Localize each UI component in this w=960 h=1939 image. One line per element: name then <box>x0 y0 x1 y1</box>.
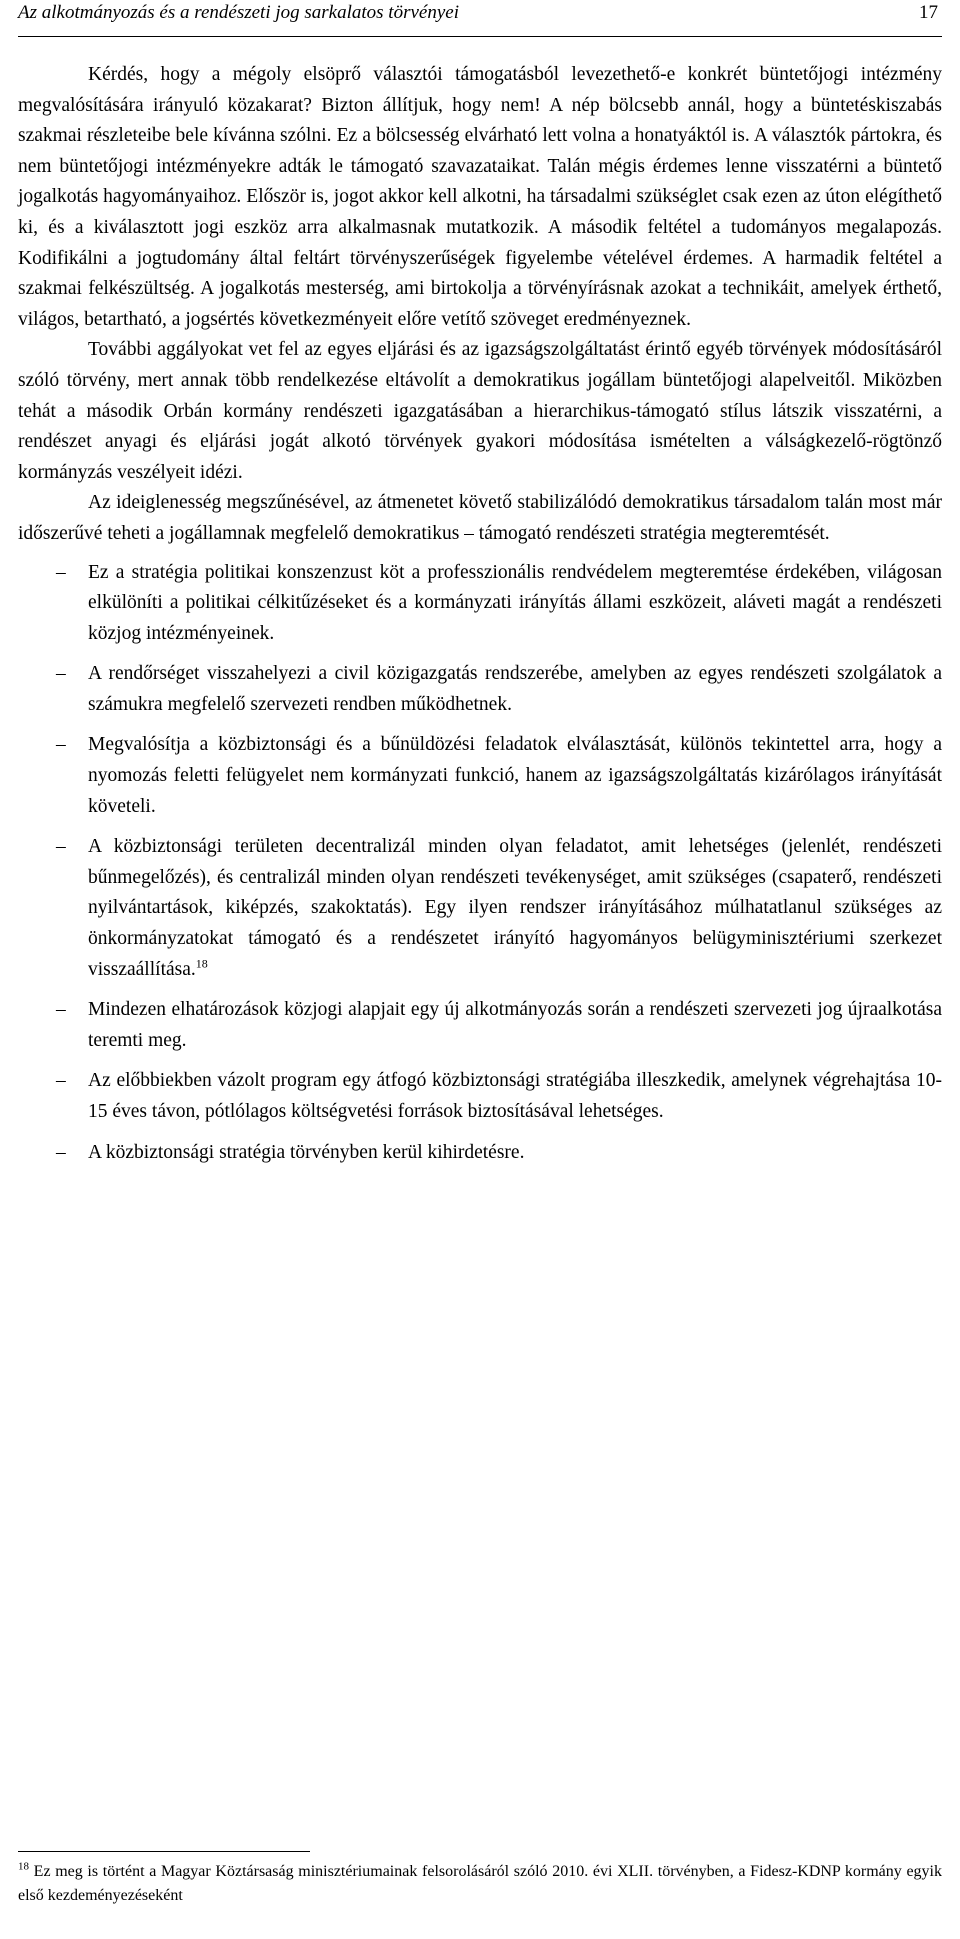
dash-bullet: – <box>56 734 66 756</box>
footnote <box>18 1860 942 1908</box>
footnote-text: Ez meg is történt a Magyar Köztársaság minisztériumainak felsorolásáról szóló 2010. évi XLII. törvényben, a Fidesz-KDNP kormány egyik első kezdeményezéseként <box>18 1863 943 1904</box>
list-item <box>18 832 942 985</box>
footnote-number: 18 <box>18 1860 29 1873</box>
list-item <box>18 730 942 822</box>
list-item-text: Megvalósítja a közbiztonsági és a bűnüldözési feladatok elválasztását, különös tekintettel arra, hogy a nyomozás feletti felügyelet nem kormányzati funkció, hanem az igazságszolgáltatás kizárólagos irányítását követeli. <box>88 734 942 817</box>
list-item-text: A közbiztonsági területen decentralizál minden olyan feladatot, amit lehetséges (jelenlét, rendészeti bűnmegelőzés), és centralizál minden olyan rendészeti tevékenységet, amit szükséges (csapaterő, rendészeti nyilvántartások, kiképzés, szakoktatás). Egy ilyen rendszer irányításához múlhatatlanul szükséges az önkormányzatokat támogató és a rendészetet irányító hagyományos belügyminisztériumi szerkezet visszaállítása. <box>88 836 942 980</box>
body-text <box>18 60 942 1178</box>
list-item <box>18 659 942 720</box>
list-item-text: A rendőrséget visszahelyezi a civil közigazgatás rendszerébe, amelyben az egyes rendészeti szolgálatok a számukra megfelelő szervezeti rendben működhetnek. <box>88 663 942 715</box>
paragraph: Kérdés, hogy a mégoly elsöprő választói támogatásból levezethető-e konkrét büntetőjogi intézmény megvalósítására irányuló közakarat? Bizton állítjuk, hogy nem! A nép bölcsebb annál, hogy a büntetéskiszabás szakmai részleteibe bele kívánna szólni. Ez a bölcsesség elvárható lett volna a honatyáktól is. A választók pártokra, és nem büntetőjogi intézményekre adták le támogató szavazataikat. Talán mégis érdemes lenne visszatérni a büntető jogalkotás hagyományaihoz. Először is, jogot akkor kell alkotni, ha társadalmi szükséglet csak ezen az úton elégíthető ki, és a kiválasztott jogi eszköz arra alkalmasnak mutatkozik. A második feltétel a tudományos megalapozás. Kodifikálni a jogtudomány által feltárt törvényszerűségek figyelembe vételével érdemes. A harmadik feltétel a szakmai felkészültség. A jogalkotás mesterség, ami birtokolja a törvényírásnak azokat a technikáit, amelyek érthető, világos, betartható, a jogsértés következményeit előre vetítő szöveget eredményeznek. <box>18 64 942 330</box>
header-rule <box>18 36 942 37</box>
dash-bullet: – <box>56 1070 66 1092</box>
running-title: Az alkotmányozás és a rendészeti jog sarkalatos törvényei <box>18 2 459 23</box>
strategy-list <box>18 558 942 1169</box>
dash-bullet: – <box>56 561 66 583</box>
footnote-reference[interactable]: 18 <box>195 956 208 971</box>
footnote-separator <box>18 1851 310 1852</box>
list-item <box>18 1138 942 1169</box>
list-item <box>18 558 942 650</box>
list-item-text: Az előbbiekben vázolt program egy átfogó közbiztonsági stratégiába illeszkedik, amelynek végrehajtása 10-15 éves távon, pótlólagos költségvetési források biztosításával lehetséges. <box>88 1070 942 1122</box>
paragraph: További aggályokat vet fel az egyes eljárási és az igazságszolgáltatást érintő egyéb törvények módosításáról szóló törvény, mert annak több rendelkezése eltávolít a demokratikus jogállam büntetőjogi alapelveitől. Miközben tehát a második Orbán kormány rendészeti igazgatásában a hierarchikus-támogató stílus látszik visszatérni, a rendészet anyagi és eljárási jogát alkotó törvények gyakori módosítása ismételten a válságkezelő-rögtönző kormányzás veszélyeit idézi. <box>18 339 942 483</box>
list-item-text: Ez a stratégia politikai konszenzust köt a professzionális rendvédelem megteremtése érdekében, világosan elkülöníti a politikai célkitűzéseket és a kormányzati irányítás állami eszközeit, aláveti magát a rendészeti közjog intézményeinek. <box>88 561 942 644</box>
page-number: 17 <box>919 2 938 23</box>
list-item <box>18 1066 942 1127</box>
dash-bullet: – <box>56 1141 66 1163</box>
paragraph: Az ideiglenesség megszűnésével, az átmenetet követő stabilizálódó demokratikus társadalom talán most már időszerűvé teheti a jogállamnak megfelelő demokratikus – támogató rendészeti stratégia megteremtését. <box>18 492 942 544</box>
dash-bullet: – <box>56 999 66 1021</box>
page-header <box>18 0 942 36</box>
dash-bullet: – <box>56 663 66 685</box>
list-item-text: A közbiztonsági stratégia törvényben kerül kihirdetésre. <box>88 1141 525 1163</box>
dash-bullet: – <box>56 836 66 858</box>
list-item <box>18 995 942 1056</box>
list-item-text: Mindezen elhatározások közjogi alapjait egy új alkotmányozás során a rendészeti szervezeti jog újraalkotása teremti meg. <box>88 999 942 1051</box>
